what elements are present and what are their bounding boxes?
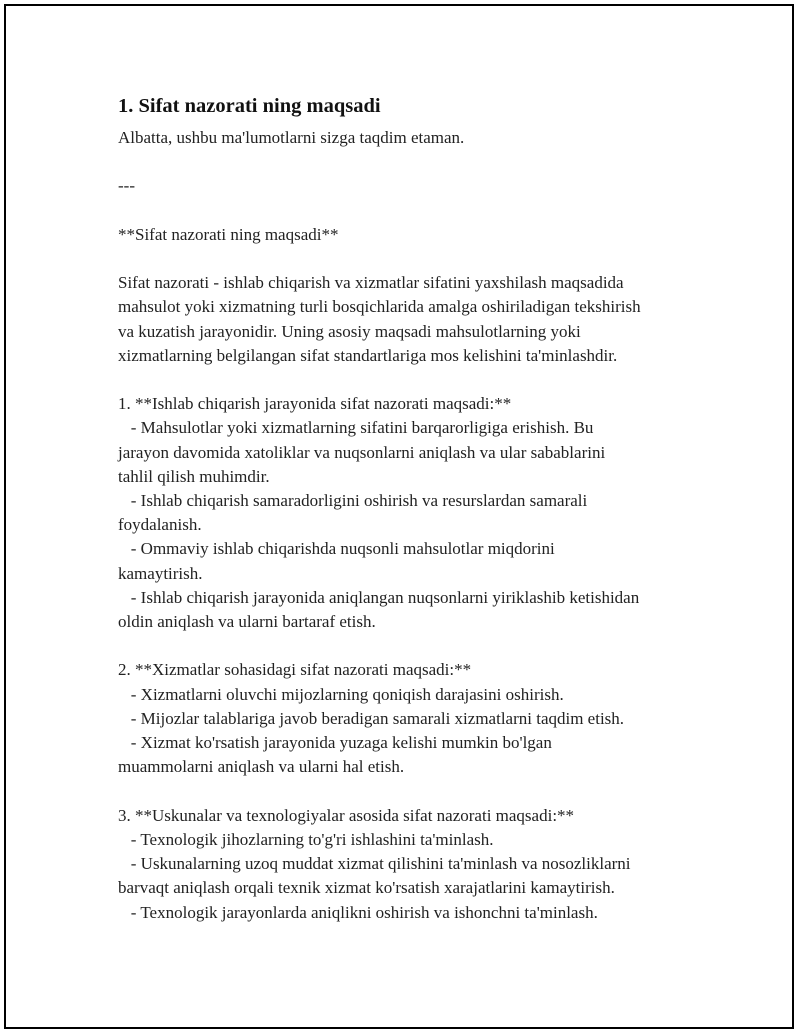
document-heading: 1. Sifat nazorati ning maqsadi <box>118 95 381 117</box>
document-content <box>118 92 708 925</box>
document-body: Albatta, ushbu ma'lumotlarni sizga taqdim etaman. --- **Sifat nazorati ning maqsadi** Sifat nazorati - ishlab chiqarish va xizmatlar sifatini yaxshilash maqsadida mahsulot yoki xizmatning turli bosqichlarida amalga oshiriladigan tekshirish va kuzatish jarayonidir. Uning asosiy maqsadi mahsulotlarning yoki xizmatlarning belgilangan sifat standartlariga mos kelishini ta'minlashdir. 1. **Ishlab chiqarish jarayonida sifat nazorati maqsadi:** - Mahsulotlar yoki xizmatlarning sifatini barqarorligiga erishish. Bu jarayon davomida xatoliklar va nuqsonlarni aniqlash va ular sabablarini tahlil qilish muhimdir. - Ishlab chiqarish samaradorligini oshirish va resurslardan samarali foydalanish. - Ommaviy ishlab chiqarishda nuqsonli mahsulotlar miqdorini kamaytirish. - Ishlab chiqarish jarayonida aniqlangan nuqsonlarni yiriklashib ketishidan oldin aniqlash va ularni bartaraf etish. 2. **Xizmatlar sohasidagi sifat nazorati maqsadi:** - Xizmatlarni oluvchi mijozlarning qoniqish darajasini oshirish. - Mijozlar talablariga javob beradigan samarali xizmatlarni taqdim etish. - Xizmat ko'rsatish jarayonida yuzaga kelishi mumkin bo'lgan muammolarni aniqlash va ularni hal etish. 3. **Uskunalar va texnologiyalar asosida sifat nazorati maqsadi:** - Texnologik jihozlarning to'g'ri ishlashini ta'minlash. - Uskunalarning uzoq muddat xizmat qilishini ta'minlash va nosozliklarni barvaqt aniqlash orqali texnik xizmat ko'rsatish xarajatlarini kamaytirish. - Texnologik jarayonlarda aniqlikni oshirish va ishonchni ta'minlash. <box>118 128 641 922</box>
